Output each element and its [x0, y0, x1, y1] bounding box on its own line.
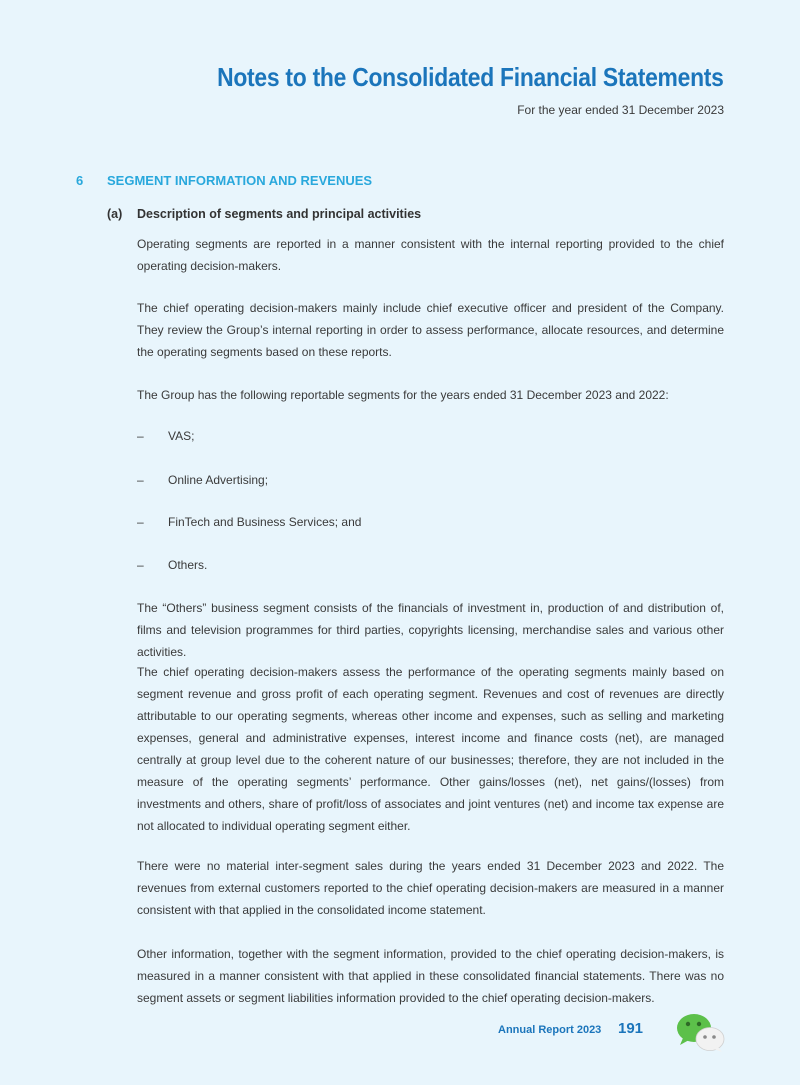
bullet-item-others: Others.	[168, 558, 208, 572]
page-title: Notes to the Consolidated Financial Statements	[217, 62, 724, 92]
section-number: 6	[76, 173, 84, 188]
bullet-item-online-advertising: Online Advertising;	[168, 473, 269, 487]
paragraph-4: The “Others” business segment consists of the financials of investment in, production of and distribution of, films and television programmes for third parties, copyrights licensing, merchandise sales and various other activities.	[137, 601, 724, 659]
bullet-dash: –	[137, 515, 144, 529]
bullet-dash: –	[137, 429, 144, 443]
page-subtitle: For the year ended 31 December 2023	[517, 103, 724, 117]
wechat-icon	[675, 1011, 727, 1053]
footer-report-label: Annual Report 2023	[498, 1024, 602, 1036]
section-heading: SEGMENT INFORMATION AND REVENUES	[107, 173, 373, 188]
subsection-heading: Description of segments and principal activities	[137, 207, 422, 221]
bullet-dash: –	[137, 473, 144, 487]
paragraph-6: There were no material inter-segment sales during the years ended 31 December 2023 and 2022. The revenues from external customers reported to the chief operating decision-makers are measured in a manner consistent with that applied in the consolidated income statement.	[137, 859, 724, 917]
paragraph-3: The Group has the following reportable segments for the years ended 31 December 2023 and 2022:	[137, 388, 669, 402]
paragraph-2: The chief operating decision-makers mainly include chief executive officer and president of the Company. They review the Group’s internal reporting in order to assess performance, allocate resources, and determine the operating segments based on these reports.	[137, 301, 724, 359]
page-number: 191	[618, 1020, 644, 1037]
paragraph-7: Other information, together with the segment information, provided to the chief operating decision-makers, is measured in a manner consistent with that applied in these consolidated financial statements. There was no segment assets or segment liabilities information provided to the chief operating decision-makers.	[137, 947, 724, 1005]
paragraph-5: The chief operating decision-makers assess the performance of the operating segments mainly based on segment revenue and gross profit of each operating segment. Revenues and cost of revenues are directly attributable to our operating segments, whereas other income and expenses, such as selling and marketing expenses, general and administrative expenses, interest income and finance costs (net), are managed centrally at group level due to the coherent nature of our businesses; therefore, they are not included in the measure of the operating segments’ performance. Other gains/losses (net), net gains/(losses) from investments and others, share of profit/loss of associates and joint ventures (net) and income tax expense are not allocated to individual operating segment either.	[137, 665, 724, 833]
subsection-number: (a)	[107, 207, 123, 221]
bullet-item-fintech: FinTech and Business Services; and	[168, 515, 362, 529]
bullet-dash: –	[137, 558, 144, 572]
paragraph-1: Operating segments are reported in a manner consistent with the internal reporting provided to the chief operating decision-makers.	[137, 237, 724, 273]
bullet-item-vas: VAS;	[168, 429, 195, 443]
